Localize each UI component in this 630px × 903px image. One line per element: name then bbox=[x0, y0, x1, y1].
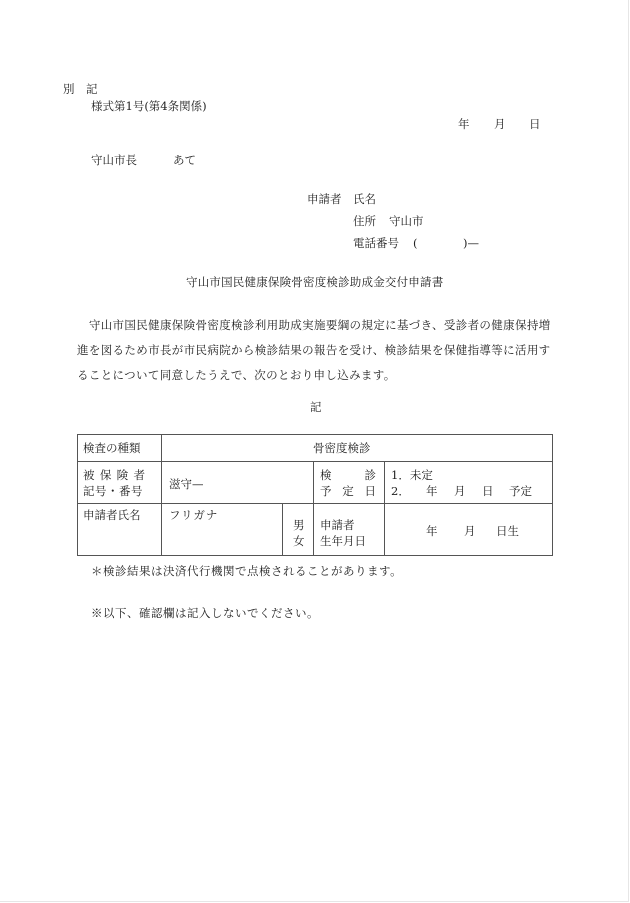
body-line-1: 守山市国民健康保険骨密度検診利用助成実施要綱の規定に基づき、受診者の健康保持増 bbox=[77, 318, 551, 332]
exam-type-value-cell bbox=[161, 434, 553, 462]
note-confirmation-field: ※以下、確認欄は記入しないでください。 bbox=[91, 606, 319, 620]
applicant-address-value: 守山市 bbox=[389, 214, 424, 228]
phone-open-paren: ( bbox=[413, 236, 418, 250]
body-line-2: 進を図るため市長が市民病院から検診結果の報告を受け、検診結果を保健指導等に活用す bbox=[77, 343, 551, 357]
document-title: 守山市国民健康保険骨密度検診助成金交付申請書 bbox=[186, 275, 444, 289]
ki-heading: 記 bbox=[310, 400, 322, 414]
insured-label-line1: 被 保 険 者 bbox=[83, 468, 145, 482]
applicant-name-label-cell bbox=[77, 503, 162, 556]
birth-month-label: 月 bbox=[464, 524, 476, 538]
applicant-name-label: 氏名 bbox=[353, 192, 376, 206]
exam-date-year: 年 bbox=[426, 484, 438, 498]
addressee-suffix: あて bbox=[173, 153, 196, 167]
attachment-label: 別 記 bbox=[63, 82, 98, 96]
insurance-number-value: 滋守— bbox=[169, 477, 204, 491]
birth-day-label: 日生 bbox=[496, 524, 519, 538]
date-year-label: 年 bbox=[458, 117, 470, 131]
birthdate-input-cell[interactable] bbox=[384, 503, 553, 556]
exam-date-day: 日 bbox=[482, 484, 494, 498]
sex-female-option[interactable]: 女 bbox=[293, 534, 305, 548]
birth-year-label: 年 bbox=[426, 524, 438, 538]
insured-number-label-cell bbox=[77, 461, 162, 504]
sex-male-option[interactable]: 男 bbox=[293, 518, 305, 532]
exam-date-month: 月 bbox=[454, 484, 466, 498]
exam-date-option-undecided: 1．未定 bbox=[391, 468, 433, 482]
exam-date-options-cell[interactable] bbox=[384, 461, 553, 504]
birthdate-label-line1: 申請者 bbox=[320, 518, 355, 532]
exam-type-value: 骨密度検診 bbox=[313, 441, 371, 455]
body-line-3: ることについて同意したうえで、次のとおり申し込みます。 bbox=[77, 368, 396, 382]
applicant-address-label: 住所 bbox=[353, 214, 376, 228]
birthdate-label-line2: 生年月日 bbox=[320, 534, 366, 548]
form-number: 様式第1号(第4条関係) bbox=[91, 99, 207, 113]
body-paragraph bbox=[77, 313, 555, 388]
exam-date-label-line2: 予 定 日 bbox=[320, 484, 376, 498]
addressee-name: 守山市長 bbox=[91, 153, 137, 167]
exam-date-scheduled: 予定 bbox=[509, 484, 532, 498]
exam-date-option-number: 2． bbox=[391, 484, 410, 498]
furigana-label: フリガナ bbox=[169, 508, 219, 522]
date-day-label: 日 bbox=[529, 117, 541, 131]
exam-type-label-cell bbox=[77, 434, 162, 462]
exam-type-label: 検査の種類 bbox=[83, 441, 141, 455]
applicant-label: 申請者 bbox=[307, 192, 342, 206]
insurance-number-cell[interactable] bbox=[161, 461, 314, 504]
application-form-table bbox=[77, 434, 553, 556]
applicant-name-input-cell[interactable] bbox=[161, 503, 283, 556]
phone-close-paren: )— bbox=[463, 236, 479, 250]
exam-date-label-cell bbox=[313, 461, 385, 504]
birthdate-label-cell bbox=[313, 503, 385, 556]
date-month-label: 月 bbox=[494, 117, 506, 131]
insured-label-line2: 記号・番号 bbox=[83, 484, 143, 498]
note-payment-agency: ＊検診結果は決済代行機関で点検されることがあります。 bbox=[91, 564, 403, 578]
applicant-phone-label: 電話番号 bbox=[353, 236, 399, 250]
applicant-name-label-text: 申請者氏名 bbox=[83, 508, 141, 522]
exam-date-label-line1: 検 診 bbox=[320, 468, 376, 482]
sex-select-cell[interactable] bbox=[282, 503, 314, 556]
